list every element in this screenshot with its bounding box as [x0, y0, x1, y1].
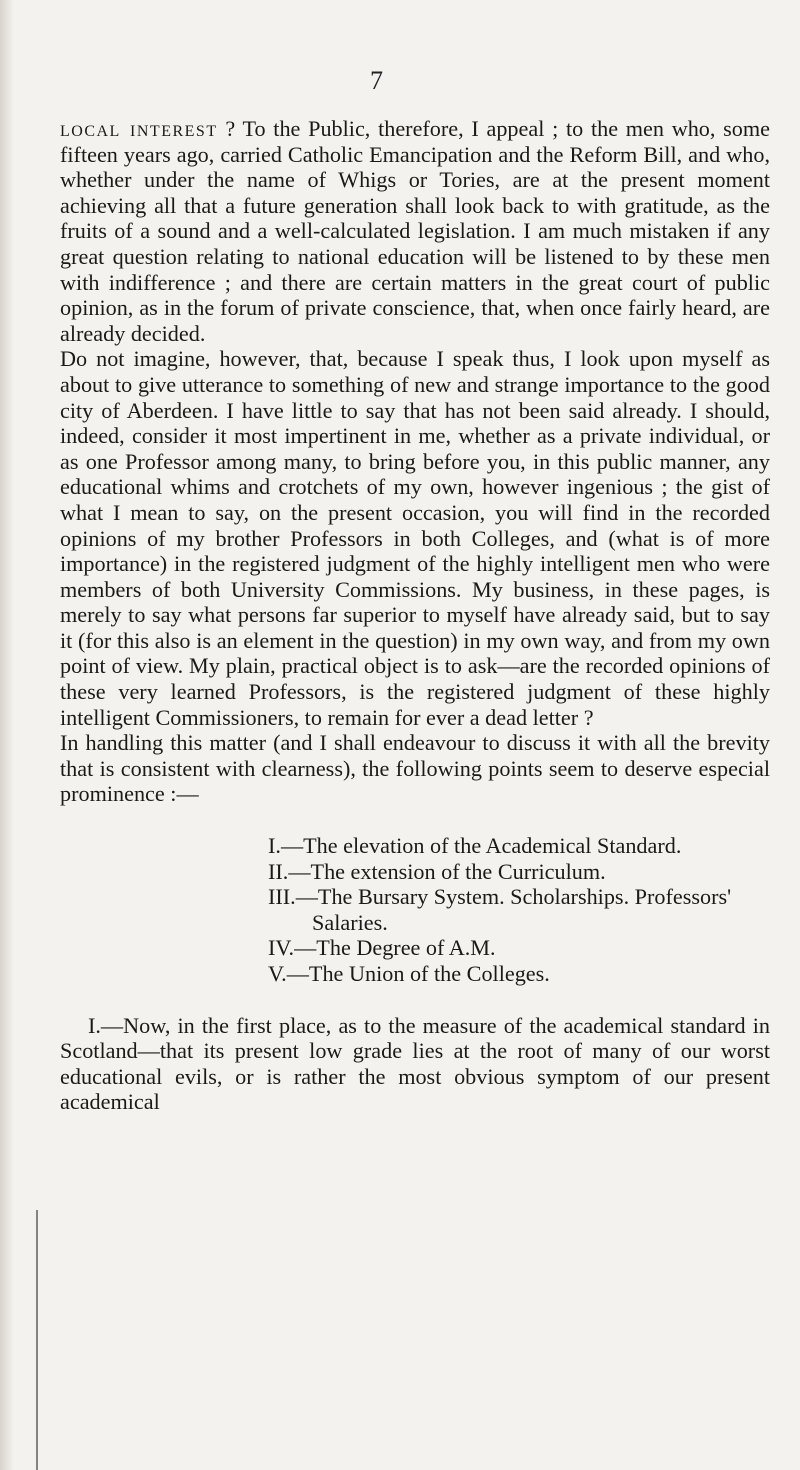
page-number: 7 — [370, 66, 383, 95]
list-item-numeral: V. — [268, 961, 287, 986]
list-item — [60, 884, 770, 935]
list-item-text: —The Bursary System. Scholarships. Professors' Salaries. — [295, 884, 732, 935]
paragraph-1-lead: local interest — [60, 116, 218, 141]
binding-mark — [36, 1210, 38, 1470]
list-item-numeral: III. — [268, 884, 296, 910]
list-item-text: —The Union of the Colleges. — [286, 961, 550, 986]
page-edge-shadow — [0, 0, 14, 1470]
list-item-numeral: I. — [268, 833, 281, 859]
list-item — [60, 859, 770, 885]
list-item-text: —The Degree of A.M. — [294, 935, 496, 961]
paragraph-3: In handling this matter (and I shall endeavour to discuss it with all the brevity that is consistent with clearness), the following points seem to deserve especial prominence :— — [60, 730, 770, 807]
list-item-numeral: II. — [268, 858, 289, 884]
list-item — [60, 961, 770, 987]
body-text — [60, 116, 770, 1115]
closing-paragraph: I.—Now, in the first place, as to the measure of the academical standard in Scotland—that its present low grade lies at the root of many of our worst educational evils, or is rather the most obvious symptom of our present academical — [60, 1012, 770, 1115]
list-item — [60, 935, 770, 961]
section-gap — [60, 987, 770, 1013]
paragraph-2: Do not imagine, however, that, because I speak thus, I look upon myself as about to give utterance to something of new and strange importance to the good city of Aberdeen. I have little to say that has not been said already. I should, indeed, consider it most impertinent in me, whether as a private individual, or as one Professor among many, to bring before you, in this public manner, any educational whims and crotchets of my own, however ingenious ; the gist of what I mean to say, on the present occasion, you will find in the recorded opinions of my brother Professors in both Colleges, and (what is of more importance) in the registered judgment of the highly intelligent men who were members of both University Commissions. My business, in these pages, is merely to say what persons far superior to myself have already said, but to say it (for this also is an element in the question) in my own way, and from my own point of view. My plain, practical object is to ask—are the recorded opinions of these very learned Professors, is the registered judgment of these highly intelligent Commissioners, to remain for ever a dead letter ? — [60, 346, 770, 730]
paragraph-1 — [60, 116, 770, 346]
list-item-text: —The elevation of the Academical Standard. — [280, 833, 682, 859]
list-item-numeral: IV. — [268, 935, 295, 961]
list-item — [60, 833, 770, 859]
list-item-text: —The extension of the Curriculum. — [288, 858, 606, 884]
paragraph-1-text: ? To the Public, therefore, I appeal ; to the men who, some fifteen years ago, carried Catholic Emancipation and the Reform Bill, and who, whether under the name of Whigs or Tories, are at the present moment achieving all that a future generation shall look back to with gratitude, as the fruits of a sound and a well-calculated legislation. I am much mistaken if any great question relating to national education will be listened to by these men with indifference ; and there are certain matters in the great court of public opinion, as in the forum of private conscience, that, when once fairly heard, are already decided. — [60, 116, 770, 346]
points-list — [60, 833, 770, 987]
